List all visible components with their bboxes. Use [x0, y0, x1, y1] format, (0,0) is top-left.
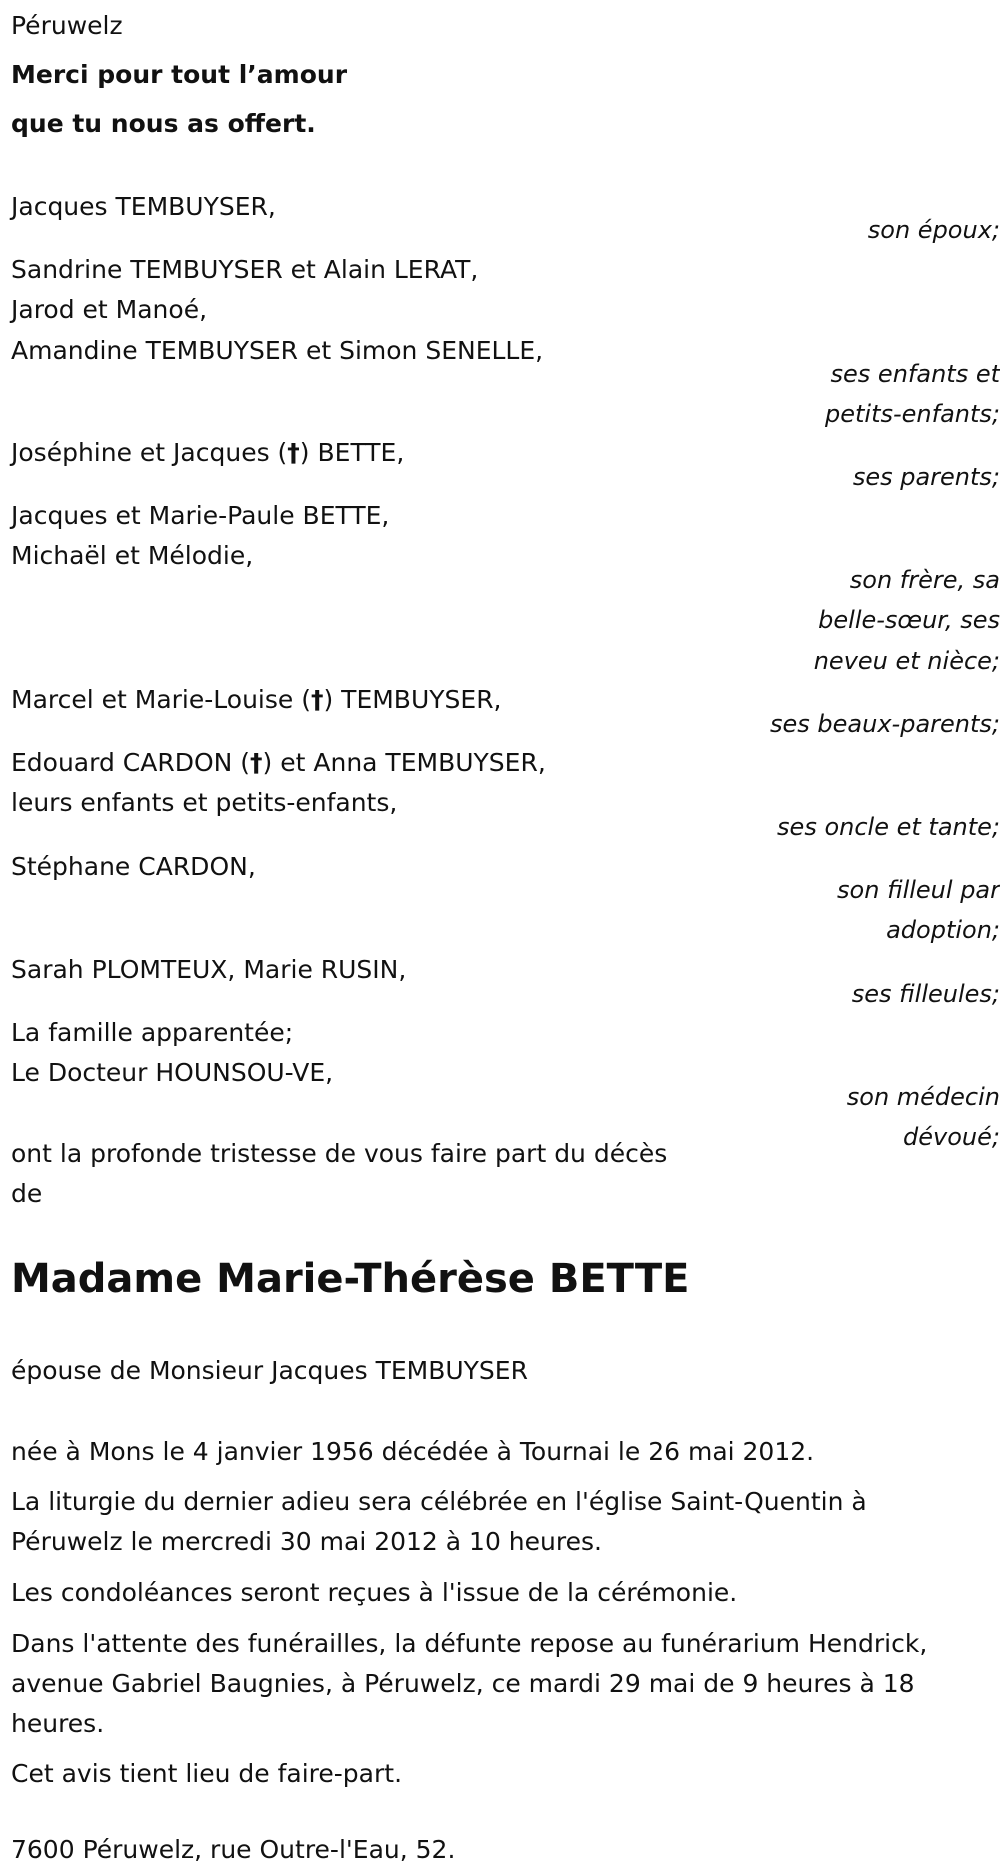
inlaws-before: Marcel et Marie-Louise ( — [11, 685, 311, 714]
motto-line-1: Merci pour tout l’amour — [11, 60, 348, 89]
uncle-before: Edouard CARDON ( — [11, 748, 251, 777]
goddaughters-role: ses filleules; — [851, 980, 1000, 1008]
rest-line-3: heures. — [11, 1709, 105, 1738]
sibling-role-line-1: son frère, sa — [849, 566, 1000, 594]
parents-role: ses parents; — [852, 463, 1000, 491]
godson-role-line-1: son filleul par — [837, 876, 1000, 904]
spouse-role: son époux; — [867, 216, 1000, 244]
cross-symbol: † — [287, 438, 300, 467]
relatives-line: La famille apparentée; — [11, 1018, 294, 1047]
doctor-role-line-2: dévoué; — [903, 1123, 1000, 1151]
cross-symbol: † — [310, 685, 324, 714]
parents-line — [11, 433, 404, 473]
sibling-role-line-2: belle-sœur, ses — [818, 606, 1000, 634]
rest-line-2: avenue Gabriel Baugnies, à Péruwelz, ce mardi 29 mai de 9 heures à 18 — [11, 1669, 915, 1698]
liturgy-line-1: La liturgie du dernier adieu sera célébrée en l'église Saint-Quentin à — [11, 1487, 867, 1516]
birth-death-dates: née à Mons le 4 janvier 1956 décédée à Tournai le 26 mai 2012. — [11, 1437, 815, 1466]
doctor-role-line-1: son médecin — [846, 1083, 1000, 1111]
sibling-line-2: Michaël et Mélodie, — [11, 541, 254, 570]
godson-role-line-2: adoption; — [886, 916, 1000, 944]
liturgy-line-2: Péruwelz le mercredi 30 mai 2012 à 10 heures. — [11, 1527, 602, 1556]
godson-name: Stéphane CARDON, — [11, 852, 256, 881]
parents-before: Joséphine et Jacques ( — [11, 438, 288, 467]
motto-line-2: que tu nous as offert. — [11, 109, 316, 138]
address-line: 7600 Péruwelz, rue Outre-l'Eau, 52. — [11, 1835, 456, 1864]
notice-line: Cet avis tient lieu de faire-part. — [11, 1759, 403, 1788]
children-role-line-2: petits-enfants; — [825, 400, 1000, 428]
children-line-3: Amandine TEMBUYSER et Simon SENELLE, — [11, 336, 544, 365]
inlaws-after: ) TEMBUYSER, — [323, 685, 502, 714]
rest-line-1: Dans l'attente des funérailles, la défunte repose au funérarium Hendrick, — [11, 1629, 928, 1658]
parents-after: ) BETTE, — [299, 438, 405, 467]
deceased-name: Madame Marie-Thérèse BETTE — [11, 1256, 690, 1302]
inlaws-role: ses beaux-parents; — [770, 710, 1000, 738]
children-role-line-1: ses enfants et — [830, 360, 1000, 388]
cross-symbol: † — [250, 748, 263, 777]
town-name: Péruwelz — [11, 11, 123, 40]
uncle-line — [11, 743, 546, 783]
announcement-line-2: de — [11, 1179, 43, 1208]
uncle-role: ses oncle et tante; — [777, 813, 1000, 841]
uncle-after: ) et Anna TEMBUYSER, — [262, 748, 546, 777]
spouse-of-line: épouse de Monsieur Jacques TEMBUYSER — [11, 1356, 528, 1385]
uncle-line-2: leurs enfants et petits-enfants, — [11, 788, 398, 817]
goddaughters-names: Sarah PLOMTEUX, Marie RUSIN, — [11, 955, 407, 984]
sibling-role-line-3: neveu et nièce; — [813, 647, 1000, 675]
spouse-name: Jacques TEMBUYSER, — [11, 192, 276, 221]
inlaws-line — [11, 680, 502, 720]
children-line-1: Sandrine TEMBUYSER et Alain LERAT, — [11, 255, 479, 284]
children-line-2: Jarod et Manoé, — [11, 295, 208, 324]
announcement-line-1: ont la profonde tristesse de vous faire part du décès — [11, 1139, 668, 1168]
doctor-name: Le Docteur HOUNSOU-VE, — [11, 1058, 334, 1087]
sibling-line-1: Jacques et Marie-Paule BETTE, — [11, 501, 390, 530]
condolences-line: Les condoléances seront reçues à l'issue de la cérémonie. — [11, 1578, 738, 1607]
